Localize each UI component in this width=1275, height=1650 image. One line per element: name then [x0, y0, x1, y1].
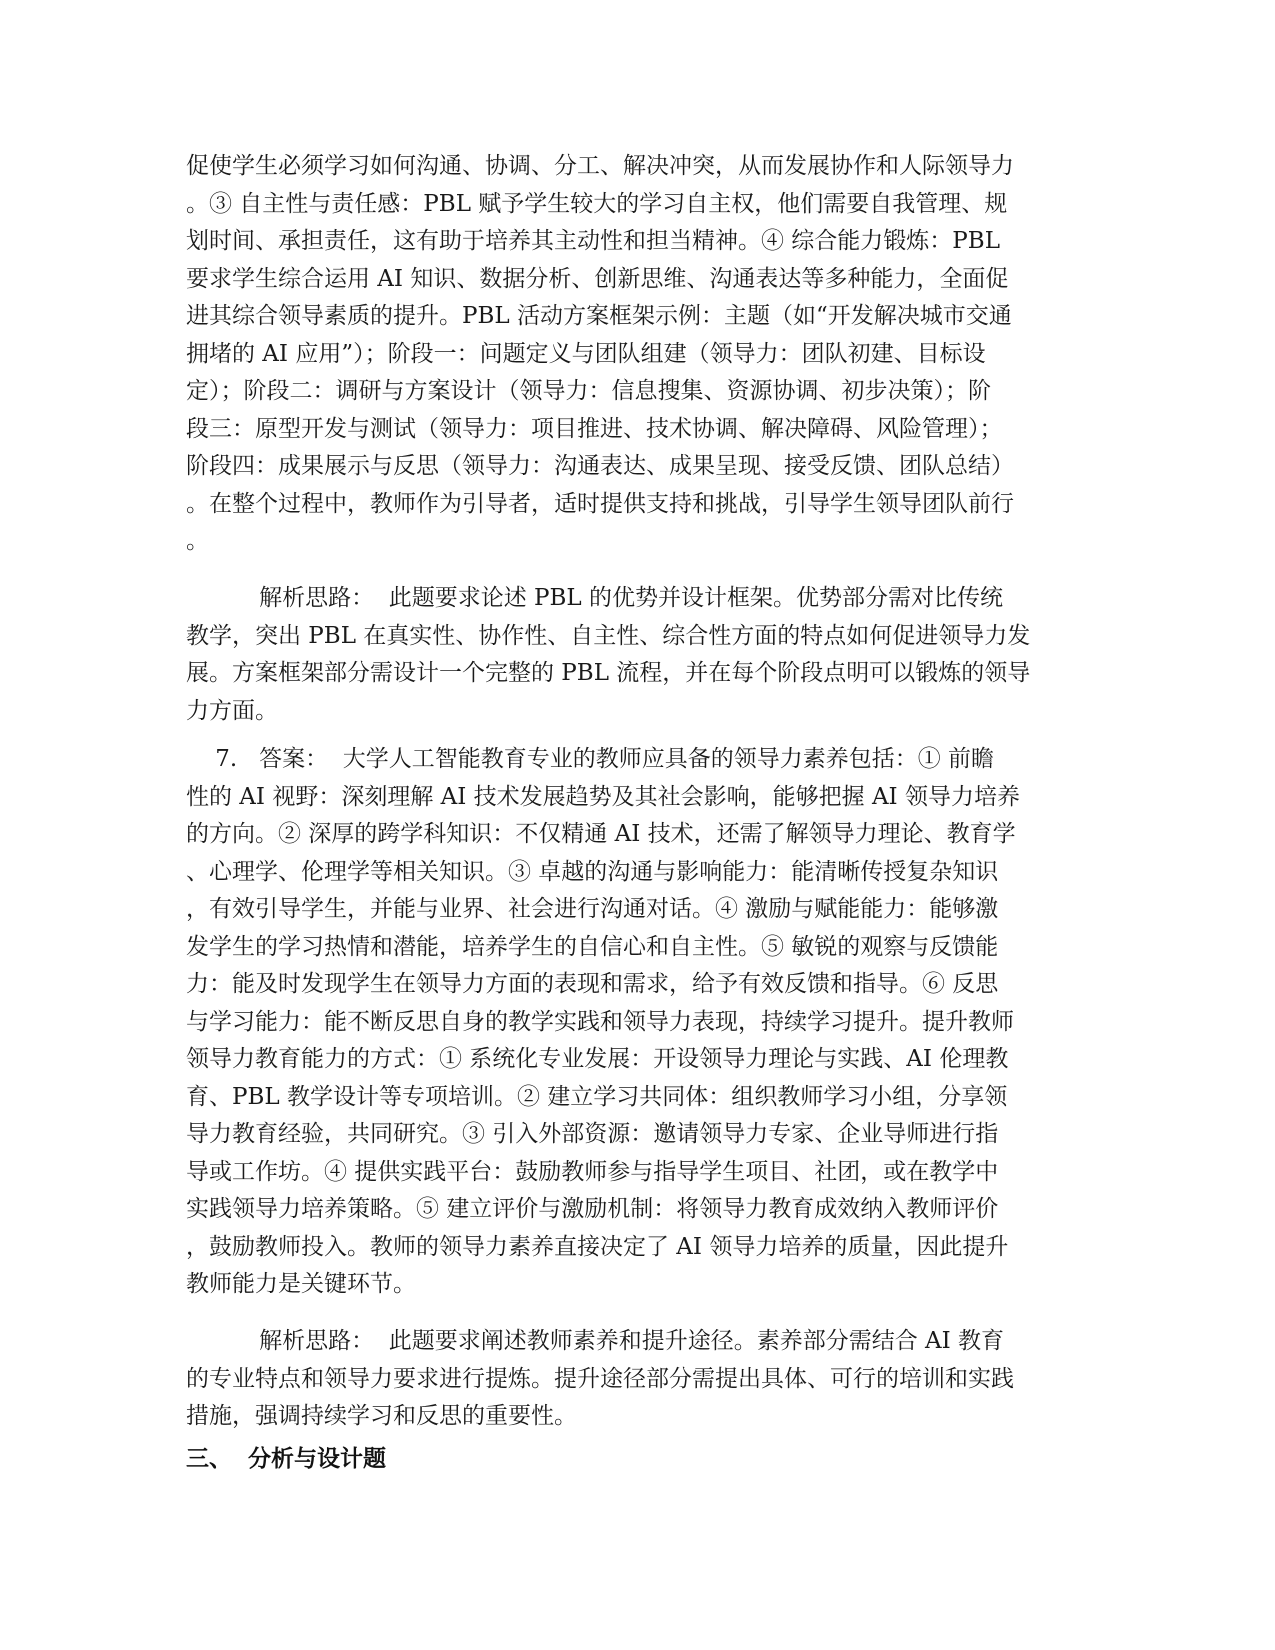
text-line: 力：能及时发现学生在领导力方面的表现和需求，给予有效反馈和指导。⑥ 反思: [186, 971, 999, 997]
text-line: 段三：原型开发与测试（领导力：项目推进、技术协调、解决障碍、风险管理）；: [186, 415, 1003, 442]
analysis-6-paragraph: [186, 580, 1091, 730]
text-line: 导或工作坊。④ 提供实践平台：鼓励教师参与指导学生项目、社团，或在教学中: [186, 1158, 999, 1185]
text-line: 与学习能力：能不断反思自身的教学实践和领导力表现，持续学习提升。提升教师: [186, 1008, 1014, 1035]
text-line: 的专业特点和领导力要求进行提炼。提升途径部分需提出具体、可行的培训和实践: [186, 1365, 1014, 1392]
answer-7-paragraph: [186, 741, 1091, 1304]
text-line: 领导力教育能力的方式：① 系统化专业发展：开设领导力理论与实践、AI 伦理教: [186, 1046, 1009, 1072]
text-line: 促使学生必须学习如何沟通、协调、分工、解决冲突，从而发展协作和人际领导力: [186, 153, 1014, 179]
text-line: 实践领导力培养策略。⑤ 建立评价与激励机制：将领导力教育成效纳入教师评价: [186, 1196, 999, 1222]
text-line: 发学生的学习热情和潜能，培养学生的自信心和自主性。⑤ 敏锐的观察与反馈能: [186, 933, 999, 960]
text-line: 教学，突出 PBL 在真实性、协作性、自主性、综合性方面的特点如何促进领导力发: [186, 622, 1031, 649]
text-line: 教师能力是关键环节。: [186, 1271, 416, 1297]
text-line: 阶段四：成果展示与反思（领导力：沟通表达、成果呈现、接受反馈、团队总结）: [186, 453, 1014, 479]
text-line: 育、PBL 教学设计等专项培训。② 建立学习共同体：组织教师学习小组，分享领: [186, 1083, 1008, 1110]
analysis-7-paragraph: [186, 1323, 1091, 1436]
text-line: 性的 AI 视野：深刻理解 AI 技术发展趋势及其社会影响，能够把握 AI 领导力培养: [186, 783, 1020, 810]
text-line: 要求学生综合运用 AI 知识、数据分析、创新思维、沟通表达等多种能力，全面促: [186, 265, 1009, 292]
text-line: ，有效引导学生，并能与业界、社会进行沟通对话。④ 激励与赋能能力：能够激: [186, 896, 999, 922]
text-line: 、心理学、伦理学等相关知识。③ 卓越的沟通与影响能力：能清晰传授复杂知识: [186, 858, 999, 885]
text-line: 。在整个过程中，教师作为引导者，适时提供支持和挑战，引导学生领导团队前行: [186, 490, 1014, 517]
answer-6-continuation-paragraph: [186, 148, 1091, 561]
text-line: ，鼓励教师投入。教师的领导力素养直接决定了 AI 领导力培养的质量，因此提升: [186, 1233, 1009, 1260]
text-line: 导力教育经验，共同研究。③ 引入外部资源：邀请领导力专家、企业导师进行指: [186, 1121, 999, 1147]
text-line: 解析思路： 此题要求论述 PBL 的优势并设计框架。优势部分需对比传统: [186, 585, 1004, 611]
text-line: 7. 答案： 大学人工智能教育专业的教师应具备的领导力素养包括：① 前瞻: [186, 746, 995, 772]
text-line: 。: [186, 528, 209, 554]
text-line: 力方面。: [186, 697, 278, 724]
text-line: 的方向。② 深厚的跨学科知识：不仅精通 AI 技术，还需了解领导力理论、教育学: [186, 821, 1016, 847]
text-line: 。③ 自主性与责任感：PBL 赋予学生较大的学习自主权，他们需要自我管理、规: [186, 190, 1008, 217]
text-line: 解析思路： 此题要求阐述教师素养和提升途径。素养部分需结合 AI 教育: [186, 1328, 1005, 1354]
text-line: 划时间、承担责任，这有助于培养其主动性和担当精神。④ 综合能力锻炼：PBL: [186, 228, 1000, 254]
text-line: 拥堵的 AI 应用”）；阶段一：问题定义与团队组建（领导力：团队初建、目标设: [186, 340, 986, 367]
text-line: 进其综合领导素质的提升。PBL 活动方案框架示例：主题（如“开发解决城市交通: [186, 303, 1012, 329]
section-heading: 三、 分析与设计题: [186, 1446, 387, 1472]
text-line: 定）；阶段二：调研与方案设计（领导力：信息搜集、资源协调、初步决策）；阶: [186, 378, 991, 404]
text-line: 展。方案框架部分需设计一个完整的 PBL 流程，并在每个阶段点明可以锻炼的领导: [186, 660, 1031, 686]
text-line: 措施，强调持续学习和反思的重要性。: [186, 1403, 577, 1429]
